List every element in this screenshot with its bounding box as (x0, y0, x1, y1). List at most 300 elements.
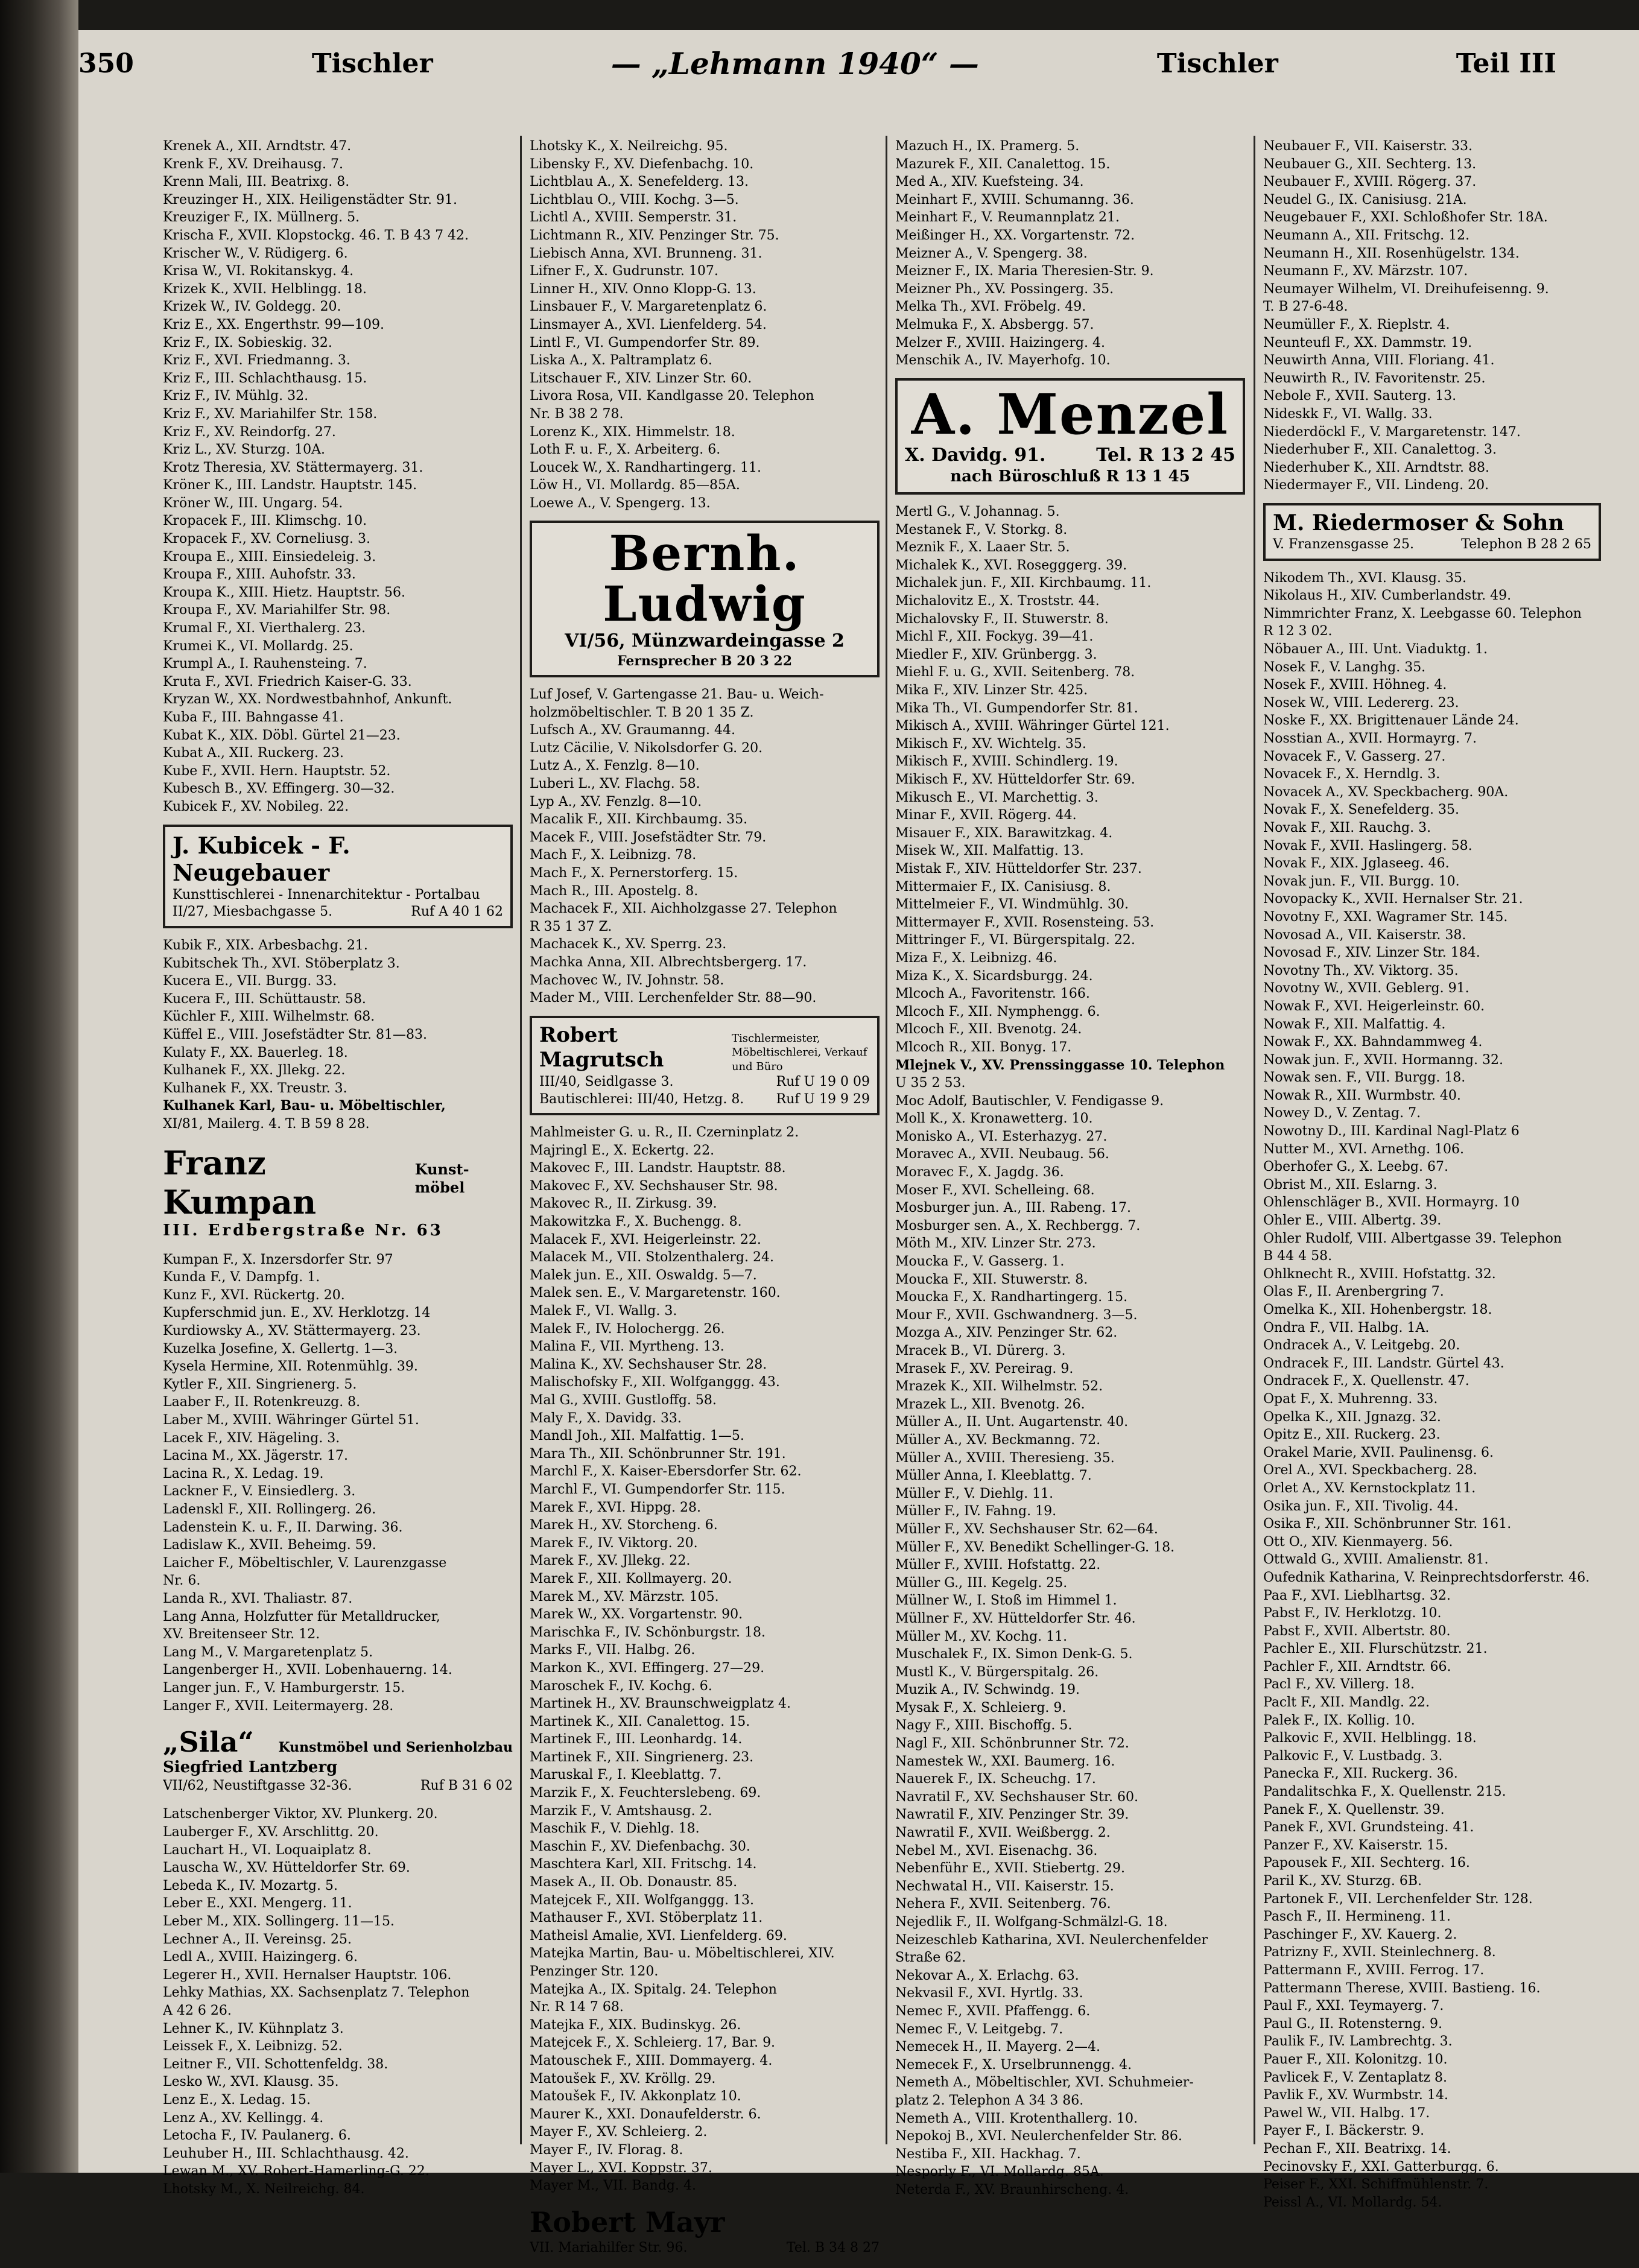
listing-entry: Neumayer Wilhelm, VI. Dreihufeisenng. 9. (1263, 281, 1549, 297)
listing-entry: Lorenz K., XIX. Himmelstr. 18. (530, 424, 735, 440)
listing-entry: Nr. R 14 7 68. (530, 2000, 624, 2015)
listing-entry: Lichtblau O., VIII. Kochg. 3—5. (530, 192, 739, 207)
listing-entry: Matejcek F., X. Schleierg. 17, Bar. 9. (530, 2035, 776, 2051)
directory-title: — „Lehmann 1940“ — (610, 45, 979, 81)
listing-entry: B 44 4 58. (1263, 1249, 1333, 1264)
listing-entry: Mikisch F., XV. Hütteldorfer Str. 69. (895, 772, 1135, 788)
listing-entry: Novosad F., XIV. Linzer Str. 184. (1263, 945, 1480, 961)
listing-entry: Küchler F., XIII. Wilhelmstr. 68. (163, 1009, 375, 1025)
listing-entry: Nowak F., XII. Malfattig. 4. (1263, 1016, 1446, 1032)
listing-entry: Mittelmeier F., VI. Windmühlg. 30. (895, 897, 1129, 913)
listing-entry: Maruskal F., I. Kleeblattg. 7. (530, 1767, 722, 1783)
listing-entry: Ohler Rudolf, VIII. Albertgasse 39. Telephon (1263, 1231, 1562, 1246)
listing-entry: Kucera F., III. Schüttaustr. 58. (163, 991, 366, 1007)
listing-entry: Nr. B 38 2 78. (530, 406, 624, 422)
listing-entry: Kumpan F., X. Inzersdorfer Str. 97 (163, 1252, 393, 1267)
page-number: 350 (78, 48, 134, 79)
listing-entry: Krumpl A., I. Rauhensteing. 7. (163, 656, 367, 672)
listing-entry: Michalek jun. F., XII. Kirchbaumg. 11. (895, 575, 1152, 591)
listing-entry: Michl F., XII. Fockyg. 39—41. (895, 629, 1094, 645)
listing-entry: Melzer F., XVIII. Haizingerg. 4. (895, 335, 1105, 350)
listing-entry: Meißinger H., XX. Vorgartenstr. 72. (895, 227, 1135, 243)
listing-entry: Mikusch E., VI. Marchettig. 3. (895, 790, 1098, 805)
listing-entry: Ondracek A., V. Leitgebg. 20. (1263, 1338, 1460, 1354)
listing-entry: Linner H., XIV. Onno Klopp-G. 13. (530, 281, 756, 297)
listing-entry: Lewan M., XV. Robert-Hamerling-G. 22. (163, 2164, 430, 2179)
listing-entry: Paa F., XVI. Lieblhartsg. 32. (1263, 1588, 1451, 1603)
listing-entry: Livora Rosa, VII. Kandlgasse 20. Telephon (530, 388, 814, 404)
listing-entry: Nowotny D., III. Kardinal Nagl-Platz 6 (1263, 1124, 1520, 1139)
listing-entry: Langer F., XVII. Leitermayerg. 28. (163, 1698, 394, 1714)
listing-entry: Loewe A., V. Spengerg. 13. (530, 495, 711, 511)
listing-entry: Luberi L., XV. Flachg. 58. (530, 776, 700, 792)
listing-entry: Lebeda K., IV. Mozartg. 5. (163, 1878, 338, 1893)
listing-entry: Pecinovsky F., XXI. Gatterburgg. 6. (1263, 2159, 1499, 2175)
listing-entry: Obrist M., XII. Eslarng. 3. (1263, 1177, 1438, 1193)
listing-entry: Mlcoch F., XII. Bvenotg. 24. (895, 1022, 1082, 1037)
listing-entry: Nawratil F., XIV. Penzinger Str. 39. (895, 1807, 1129, 1823)
listing-entry: Kubat A., XII. Ruckerg. 23. (163, 746, 344, 761)
listing-entry: Pabst F., IV. Herklotzg. 10. (1263, 1606, 1442, 1621)
listing-group (1263, 138, 1601, 495)
ad-address: II/27, Miesbachgasse 5. (173, 904, 333, 920)
listing-entry: Panek F., X. Quellenstr. 39. (1263, 1802, 1445, 1817)
listing-entry: Müller F., XV. Benedikt Schellinger-G. 18. (895, 1539, 1175, 1555)
listing-entry: Marks F., VII. Halbg. 26. (530, 1642, 696, 1658)
listing-entry: Pattermann F., XVIII. Ferrog. 17. (1263, 1962, 1485, 1978)
listing-entry: Payer F., I. Bäckerstr. 9. (1263, 2123, 1425, 2139)
listing-entry: Müller M., XV. Kochg. 11. (895, 1629, 1068, 1644)
listing-entry: Makovec F., XV. Sechshauser Str. 98. (530, 1178, 778, 1194)
listing-entry: Lenz E., X. Ledag. 15. (163, 2092, 311, 2108)
listing-entry: Ladislaw K., XVII. Beheimg. 59. (163, 1538, 376, 1553)
listing-entry: Paulik F., IV. Lambrechtg. 3. (1263, 2034, 1453, 2050)
listing-entry: Meizner F., IX. Maria Theresien-Str. 9. (895, 264, 1154, 279)
listing-entry: Lichtl A., XVIII. Semperstr. 31. (530, 210, 737, 226)
listing-entry: Krizek K., XVII. Helblingg. 18. (163, 281, 367, 297)
listing-entry: Mika F., XIV. Linzer Str. 425. (895, 683, 1088, 698)
listing-entry: Kriz F., IV. Mühlg. 32. (163, 388, 309, 404)
listing-entry: Navratil F., XV. Sechshauser Str. 60. (895, 1789, 1138, 1805)
listing-entry: Ohler E., VIII. Albertg. 39. (1263, 1213, 1442, 1229)
listing-entry: Lutz A., X. Fenzlg. 8—10. (530, 758, 700, 774)
listing-entry: Malek F., VI. Wallg. 3. (530, 1303, 677, 1319)
listing-entry: Mustl K., V. Bürgerspitalg. 26. (895, 1664, 1099, 1680)
listing-entry: Moucka F., X. Randhartingerg. 15. (895, 1290, 1128, 1305)
listing-entry: Nosek F., XVIII. Höhneg. 4. (1263, 677, 1447, 693)
listing-entry: Neubauer F., XVIII. Rögerg. 37. (1263, 174, 1477, 190)
listing-entry: Muzik A., IV. Schwindg. 19. (895, 1682, 1080, 1698)
listing-entry: Nekvasil F., XVI. Hyrtlg. 33. (895, 1986, 1083, 2001)
listing-entry: Kulaty F., XX. Bauerleg. 18. (163, 1045, 348, 1060)
listing-entry: Mestanek F., V. Storkg. 8. (895, 522, 1068, 537)
listing-entry: Mertl G., V. Johannag. 5. (895, 504, 1060, 520)
ad-address: III/40, Seidlgasse 3. (539, 1074, 674, 1089)
listing-entry: Müller G., III. Kegelg. 25. (895, 1575, 1068, 1591)
ad-phone: Tel. B 34 8 27 (786, 2240, 880, 2255)
listing-entry: Linsbauer F., V. Margaretenplatz 6. (530, 299, 767, 315)
listing-group (530, 138, 880, 512)
listing-entry: Lenz A., XV. Kellingg. 4. (163, 2110, 324, 2126)
listing-entry: Mlcoch F., XII. Nymphengg. 6. (895, 1004, 1100, 1019)
listing-entry: T. B 27-6-48. (1263, 299, 1348, 315)
listing-entry: Lutz Cäcilie, V. Nikolsdorfer G. 20. (530, 740, 763, 756)
listing-entry: Osika F., XII. Schönbrunner Str. 161. (1263, 1516, 1512, 1532)
listing-entry: Lacek F., XIV. Hägeling. 3. (163, 1430, 340, 1446)
right-heading: Tischler (1156, 48, 1278, 79)
listing-entry: Pattermann Therese, XVIII. Bastieng. 16. (1263, 1980, 1541, 1996)
listing-entry: Kuba F., III. Bahngasse 41. (163, 710, 344, 725)
listing-entry: Langer jun. F., V. Hamburgerstr. 15. (163, 1680, 405, 1696)
listing-entry: Lichtmann R., XIV. Penzinger Str. 75. (530, 227, 779, 243)
listing-entry: Novopacky K., XVII. Hernalser Str. 21. (1263, 892, 1523, 907)
listing-entry: Nowak sen. F., VII. Burgg. 18. (1263, 1070, 1466, 1086)
book-spine (0, 0, 78, 2173)
listing-entry: Michalek K., XVI. Rosegggerg. 39. (895, 557, 1127, 573)
listing-entry: Maroschek F., IV. Kochg. 6. (530, 1678, 712, 1694)
listing-entry: Müllner W., I. Stoß im Himmel 1. (895, 1593, 1117, 1609)
listing-entry: Laber M., XVIII. Währinger Gürtel 51. (163, 1413, 419, 1428)
listing-entry: Ladenstein K. u. F., II. Darwing. 36. (163, 1519, 403, 1535)
listing-entry: Neubauer G., XII. Sechterg. 13. (1263, 156, 1477, 172)
listing-entry: Latschenberger Viktor, XV. Plunkerg. 20. (163, 1807, 438, 1822)
listing-entry: Paul F., XXI. Teymayerg. 7. (1263, 1998, 1444, 2014)
listing-entry: Makowitzka F., X. Buchengg. 8. (530, 1214, 742, 1230)
ad-phone: Ruf A 40 1 62 (411, 904, 503, 920)
listing-entry: Mosburger jun. A., III. Rabeng. 17. (895, 1200, 1132, 1216)
listing-entry: Nemecek H., II. Mayerg. 2—4. (895, 2039, 1101, 2055)
listing-entry: Mrasek F., XV. Pereirag. 9. (895, 1361, 1074, 1376)
listing-entry: Mittringer F., VI. Bürgerspitalg. 22. (895, 933, 1135, 948)
listing-entry: Langenberger H., XVII. Lobenhauerng. 14. (163, 1662, 452, 1678)
listing-entry: Penzinger Str. 120. (530, 1964, 659, 1980)
listing-entry: Michalovsky F., II. Stuwerstr. 8. (895, 611, 1109, 627)
listing-entry: Noske F., XX. Brigittenauer Lände 24. (1263, 713, 1519, 729)
listing-entry: Nosstian A., XVII. Hormayrg. 7. (1263, 731, 1477, 746)
listing-entry: Pasch F., II. Hermineng. 11. (1263, 1909, 1451, 1925)
listing-entry: Küffel E., VIII. Josefstädter Str. 81—83. (163, 1027, 427, 1042)
ad-phone-after-hours: nach Büroschluß R 13 1 45 (950, 467, 1190, 486)
listing-entry: Laicher F., Möbeltischler, V. Laurenzgasse (163, 1555, 447, 1571)
listing-entry: Novak F., XVII. Haslingerg. 58. (1263, 838, 1473, 854)
ad-name: J. Kubicek - F. Neugebauer (173, 831, 350, 887)
listing-entry: Maly F., X. Davidg. 33. (530, 1410, 682, 1426)
listing-entry: Miehl F. u. G., XVII. Seitenberg. 78. (895, 665, 1135, 680)
ad-name: Bernh. Ludwig (603, 525, 807, 633)
listing-entry: Niederhuber F., XII. Canalettog. 3. (1263, 442, 1497, 458)
listing-entry: Paril K., XV. Sturzg. 6B. (1263, 1874, 1422, 1889)
listing-entry: Novacek F., V. Gasserg. 27. (1263, 749, 1446, 764)
listing-entry: Opitz E., XII. Ruckerg. 23. (1263, 1427, 1441, 1443)
listing-entry: Olas F., II. Arenbergring 7. (1263, 1284, 1444, 1300)
listing-entry: Lesko W., XVI. Klausg. 35. (163, 2074, 339, 2090)
listing-entry: Neumüller F., X. Rieplstr. 4. (1263, 317, 1450, 332)
listing-entry: Lhotsky K., X. Neilreichg. 95. (530, 139, 728, 154)
section-label: Teil III (1456, 48, 1556, 79)
listing-entry: Mach R., III. Apostelg. 8. (530, 883, 699, 899)
listing-entry: Mosburger sen. A., X. Rechbergg. 7. (895, 1218, 1141, 1234)
listing-entry: Moravec A., XVII. Neubaug. 56. (895, 1147, 1109, 1162)
listing-entry: Lintl F., VI. Gumpendorfer Str. 89. (530, 335, 760, 350)
listing-entry: Nepokoj B., XVI. Neulerchenfelder Str. 86. (895, 2129, 1182, 2144)
listing-entry: Nosek F., V. Langhg. 35. (1263, 659, 1426, 675)
listing-entry: Kunz F., XVI. Rückertg. 20. (163, 1287, 345, 1303)
listing-entry: Neumann A., XII. Fritschg. 12. (1263, 227, 1470, 243)
listing-entry: Nawratil F., XVII. Weißbergg. 2. (895, 1825, 1111, 1841)
listing-entry: Nimmrichter Franz, X. Leebgasse 60. Telephon (1263, 606, 1582, 621)
listing-entry: Macalik F., XII. Kirchbaumg. 35. (530, 812, 748, 828)
listing-entry: Lauscha W., XV. Hütteldorfer Str. 69. (163, 1860, 410, 1876)
listing-group (163, 138, 513, 816)
listing-entry: Novotny Th., XV. Viktorg. 35. (1263, 963, 1459, 978)
ad-contact (173, 904, 503, 921)
listing-entry: Straße 62. (895, 1950, 966, 1966)
listing-entry: Ottwald G., XVIII. Amalienstr. 81. (1263, 1552, 1489, 1568)
listing-entry: Nemec F., XVII. Pfaffengg. 6. (895, 2003, 1091, 2019)
listing-entry: Matoušek F., IV. Akkonplatz 10. (530, 2089, 741, 2105)
ad-name: „Sila“ (163, 1726, 254, 1759)
ad-tag: Kunst-möbel (414, 1161, 469, 1197)
ad-address: III. Erdbergstraße Nr. 63 (163, 1221, 443, 1240)
listing-entry: Krischa F., XVII. Klopstockg. 46. T. B 43 7 42. (163, 227, 469, 243)
listing-entry: Kurdiowsky A., XV. Stättermayerg. 23. (163, 1323, 421, 1339)
listing-entry: Mikisch A., XVIII. Währinger Gürtel 121. (895, 718, 1170, 734)
listing-entry: Kroupa F., XV. Mariahilfer Str. 98. (163, 603, 391, 618)
listing-entry: Nideskk F., VI. Wallg. 33. (1263, 406, 1433, 422)
column-1 (163, 138, 513, 2199)
listing-entry: Kroupa F., XIII. Auhofstr. 33. (163, 567, 356, 583)
listing-entry: Nebenführ E., XVII. Stiebertg. 29. (895, 1861, 1125, 1877)
listing-mlejnek: Mlejnek V., XV. Prenssinggasse 10. Telephon (895, 1057, 1225, 1073)
listing-group (895, 1092, 1245, 2199)
listing-entry: Loth F. u. F., X. Arbeiterg. 6. (530, 442, 721, 458)
listing-entry: Krischer W., V. Rüdigerg. 6. (163, 245, 348, 261)
listing-entry: Nowak F., XVI. Heigerleinstr. 60. (1263, 998, 1485, 1014)
listing-entry: Mal G., XVIII. Gustloffg. 58. (530, 1393, 717, 1408)
listing-entry: Maschik F., V. Diehlg. 18. (530, 1821, 700, 1837)
listing-entry: Pechan F., XII. Beatrixg. 14. (1263, 2141, 1451, 2156)
ad-name: Robert Magrutsch (539, 1022, 664, 1072)
listing-entry: Panzer F., XV. Kaiserstr. 15. (1263, 1837, 1448, 1853)
listing-entry: Krisa W., VI. Rokitanskyg. 4. (163, 264, 354, 279)
listing-entry: Maschin F., XV. Diefenbachg. 30. (530, 1839, 750, 1854)
listing-entry: Kube F., XVII. Hern. Hauptstr. 52. (163, 763, 391, 779)
listing-entry: Marek W., XX. Vorgartenstr. 90. (530, 1607, 743, 1623)
listing-entry: Möth M., XIV. Linzer Str. 273. (895, 1236, 1096, 1252)
listing-entry: Nikodem Th., XVI. Klausg. 35. (1263, 570, 1466, 586)
listing-entry: Kubik F., XIX. Arbesbachg. 21. (163, 937, 368, 953)
listing-entry: Kubitschek Th., XVI. Stöberplatz 3. (163, 955, 400, 971)
listing-entry: Malischofsky F., XII. Wolfganggg. 43. (530, 1375, 780, 1390)
listing-entry: Machovec W., IV. Johnstr. 58. (530, 972, 724, 988)
listing-entry: Nowey D., V. Zentag. 7. (1263, 1106, 1421, 1121)
listing-entry: Mahlmeister G. u. R., II. Czerninplatz 2. (530, 1125, 799, 1141)
listing-entry: Oufednik Katharina, V. Reinprechtsdorferstr. 46. (1263, 1570, 1590, 1585)
listing-entry: Menschik A., IV. Mayerhofg. 10. (895, 353, 1111, 369)
listing-entry: Mrazek L., XII. Bvenotg. 26. (895, 1396, 1085, 1412)
listing-entry: A 42 6 26. (163, 2003, 232, 2018)
listing-entry: Minar F., XVII. Rögerg. 44. (895, 808, 1077, 823)
listing-entry: Pachler E., XII. Flurschützstr. 21. (1263, 1641, 1488, 1657)
listing-entry: Kucera E., VII. Burgg. 33. (163, 974, 337, 989)
listing-entry: Malek sen. E., V. Margaretenstr. 160. (530, 1285, 781, 1301)
listing-entry: Neudel G., IX. Canisiusg. 21A. (1263, 192, 1467, 207)
listing-entry: Marzik F., V. Amtshausg. 2. (530, 1803, 712, 1819)
listing-entry: Kropacek F., XV. Corneliusg. 3. (163, 531, 370, 547)
listing-entry: Peiser F., XXI. Schiffmühlenstr. 7. (1263, 2177, 1489, 2193)
listing-entry: Leitner F., VII. Schottenfeldg. 38. (163, 2056, 388, 2072)
listing-entry: Nekovar A., X. Erlachg. 63. (895, 1968, 1079, 1983)
listing-entry: Matoušek F., XV. Kröllg. 29. (530, 2071, 716, 2086)
listing-group (163, 1251, 513, 1715)
listing-entry: Pavlik F., XV. Wurmbstr. 14. (1263, 2088, 1448, 2103)
listing-entry: Lehky Mathias, XX. Sachsenplatz 7. Telephon (163, 1985, 470, 2001)
listing-entry: Orel A., XVI. Speckbacherg. 28. (1263, 1463, 1477, 1478)
listing-entry: Krumal F., XI. Vierthalerg. 23. (163, 621, 366, 636)
listing-entry: Mazuch H., IX. Pramerg. 5. (895, 139, 1080, 154)
listing-entry: Marek F., XV. Jllekg. 22. (530, 1553, 691, 1569)
listing-entry: Nosek W., VIII. Ledererg. 23. (1263, 695, 1459, 711)
listing-entry: Ondra F., VII. Halbg. 1A. (1263, 1320, 1430, 1335)
listing-entry: Krenn Mali, III. Beatrixg. 8. (163, 174, 350, 190)
listing-entry: Novacek F., X. Herndlg. 3. (1263, 767, 1441, 782)
listing-entry: Melka Th., XVI. Fröbelg. 49. (895, 299, 1086, 315)
listing-entry: Kriz L., XV. Sturzg. 10A. (163, 442, 325, 458)
listing-entry: Lackner F., V. Einsiedlerg. 3. (163, 1484, 356, 1500)
listing-mlejnek-phone: U 35 2 53. (895, 1075, 966, 1091)
listing-entry: Moser F., XVI. Schelleing. 68. (895, 1182, 1095, 1198)
listing-entry: Kriz F., XV. Mariahilfer Str. 158. (163, 406, 378, 422)
listing-entry: Meinhart F., V. Reumannplatz 21. (895, 210, 1120, 226)
listing-entry: Löw H., VI. Mollardg. 85—85A. (530, 478, 740, 493)
listing-entry: Laaber F., II. Rotenkreuzg. 8. (163, 1395, 361, 1410)
listing-entry: Mour F., XVII. Gschwandnerg. 3—5. (895, 1307, 1138, 1323)
listing-entry: Partonek F., VII. Lerchenfelder Str. 128. (1263, 1891, 1533, 1907)
listing-entry: Michalovitz E., X. Troststr. 44. (895, 594, 1100, 609)
listing-entry: Lechner A., II. Vereinsg. 25. (163, 1931, 352, 1947)
ad-address: VII/62, Neustiftgasse 32-36. (163, 1778, 352, 1793)
listing-entry: Kysela Hermine, XII. Rotenmühlg. 39. (163, 1359, 418, 1375)
listing-entry: Nowak jun. F., XVII. Hormanng. 32. (1263, 1052, 1503, 1068)
listing-entry: Opat F., X. Muhrenng. 33. (1263, 1391, 1438, 1407)
listing-entry: Mandl Joh., XII. Malfattig. 1—5. (530, 1428, 744, 1444)
listing-entry: Kriz F., XVI. Friedmanng. 3. (163, 353, 350, 369)
ad-phone: Tel. R 13 2 45 (1096, 445, 1235, 466)
column-divider (520, 136, 522, 2144)
listing-entry: Martinek H., XV. Braunschweigplatz 4. (530, 1696, 791, 1712)
listing-entry: Malina F., VII. Myrtheng. 13. (530, 1339, 724, 1355)
listing-entry: Miza K., X. Sicardsburgg. 24. (895, 968, 1093, 984)
listing-entry: Kruta F., XVI. Friedrich Kaiser-G. 33. (163, 674, 412, 689)
listing-entry: Lifner F., X. Gudrunstr. 107. (530, 264, 718, 279)
listing-entry: Kroupa K., XIII. Hietz. Hauptstr. 56. (163, 584, 405, 600)
listing-entry: Kunda F., V. Dampfg. 1. (163, 1270, 320, 1285)
listing-kulhanek-address: XI/81, Mailerg. 4. T. B 59 8 28. (163, 1116, 370, 1132)
listing-entry: Misek W., XII. Malfattig. 13. (895, 843, 1084, 859)
listing-entry: Machacek K., XV. Sperrg. 23. (530, 937, 727, 952)
listing-entry: Ladenskl F., XII. Rollingerg. 26. (163, 1501, 376, 1517)
listing-entry: Kriz F., XV. Reindorfg. 27. (163, 424, 336, 440)
listing-entry: Ondracek F., X. Quellenstr. 47. (1263, 1373, 1469, 1389)
listing-entry: Moucka F., XII. Stuwerstr. 8. (895, 1272, 1088, 1287)
listing-entry: Monisko A., VI. Esterhazyg. 27. (895, 1129, 1108, 1144)
listing-entry: Neugebauer F., XXI. Schloßhofer Str. 18A. (1263, 210, 1548, 226)
listing-entry: Kriz F., III. Schlachthausg. 15. (163, 370, 367, 386)
listing-entry: Novak F., XII. Rauchg. 3. (1263, 820, 1431, 835)
listing-entry: Opelka K., XII. Jgnazg. 32. (1263, 1409, 1441, 1425)
listing-entry: Nr. 6. (163, 1573, 201, 1589)
ad-address: V. Franzensgasse 25. (1273, 537, 1414, 553)
ad-description: Kunsttischlerei - Innenarchitektur - Portalbau (173, 887, 480, 902)
listing-entry: Neubauer F., VII. Kaiserstr. 33. (1263, 139, 1473, 154)
ad-address-2: Bautischlerei: III/40, Hetzg. 8. (539, 1091, 744, 1107)
listing-group (530, 1124, 880, 2195)
listing-entry: Neuwirth R., IV. Favoritenstr. 25. (1263, 370, 1486, 386)
listing-entry: Litschauer F., XIV. Linzer Str. 60. (530, 370, 752, 386)
ad-a-menzel (895, 378, 1245, 495)
listing-entry: Leuhuber H., III. Schlachthausg. 42. (163, 2146, 409, 2161)
listing-entry: R 35 1 37 Z. (530, 919, 612, 934)
listing-entry: Nemeth A., Möbeltischler, XVI. Schuhmeier- (895, 2075, 1194, 2091)
listing-entry: Nemec F., V. Leitgebg. 7. (895, 2021, 1064, 2037)
listing-entry: Mracek B., VI. Dürerg. 3. (895, 1343, 1066, 1359)
listing-entry: Neumann H., XII. Rosenhügelstr. 134. (1263, 245, 1520, 261)
listing-entry: Mysak F., X. Schleierg. 9. (895, 1700, 1067, 1715)
listing-entry: Martinek K., XII. Canalettog. 15. (530, 1714, 750, 1729)
listing-entry: Novosad A., VII. Kaiserstr. 38. (1263, 927, 1466, 943)
listing-entry: Mlcoch R., XII. Bonyg. 17. (895, 1039, 1072, 1055)
listing-entry: Lichtblau A., X. Senefelderg. 13. (530, 174, 749, 190)
listing-entry: Misauer F., XIX. Barawitzkag. 4. (895, 825, 1113, 841)
listing-entry: Pavlicek F., V. Zentaplatz 8. (1263, 2070, 1448, 2085)
listing-entry: Marischka F., IV. Schönburgstr. 18. (530, 1624, 766, 1640)
column-2 (530, 138, 880, 2268)
listing-entry: Niederhuber K., XII. Arndtstr. 88. (1263, 460, 1490, 475)
listing-entry: Matejcek F., XII. Wolfganggg. 13. (530, 1892, 754, 1908)
listing-entry: Ohlknecht R., XVIII. Hofstattg. 32. (1263, 1266, 1496, 1282)
listing-entry: Peissl A., VI. Mollardg. 54. (1263, 2194, 1442, 2210)
listing-entry: Mlcoch A., Favoritenstr. 166. (895, 986, 1090, 1002)
listing-entry: Kuzelka Josefine, X. Gellertg. 1—3. (163, 1341, 398, 1357)
listing-entry: Kröner K., III. Landstr. Hauptstr. 145. (163, 478, 417, 493)
ad-phone: Ruf U 19 0 09 (776, 1074, 870, 1089)
listing-entry: Neizeschleb Katharina, XVI. Neulerchenfelder (895, 1932, 1208, 1948)
listing-entry: Palkovic F., XVII. Helblingg. 18. (1263, 1731, 1477, 1746)
listing-entry: Mach F., X. Pernerstorferg. 15. (530, 866, 738, 881)
listing-entry: Malek jun. E., XII. Oswaldg. 5—7. (530, 1267, 757, 1283)
ad-phone: Fernsprecher B 20 3 22 (617, 653, 793, 670)
listing-entry: Mach F., X. Leibnizg. 78. (530, 847, 697, 863)
listing-entry: Lhotsky M., X. Neilreichg. 84. (163, 2181, 365, 2197)
listing-entry: Pacl F., XV. Villerg. 18. (1263, 1677, 1415, 1693)
listing-entry: Malacek M., VII. Stolzenthalerg. 24. (530, 1250, 774, 1265)
listing-entry: Maurer K., XXI. Donaufelderstr. 6. (530, 2106, 761, 2122)
listing-group (895, 503, 1245, 1056)
listing-entry: Moravec F., X. Jagdg. 36. (895, 1165, 1064, 1180)
listing-entry: Kulhanek F., XX. Jllekg. 22. (163, 1063, 346, 1079)
listing-entry: Marek F., IV. Viktorg. 20. (530, 1535, 698, 1551)
listing-entry: Loucek W., X. Randhartingerg. 11. (530, 460, 762, 475)
listing-entry: Paclt F., XII. Mandlg. 22. (1263, 1695, 1430, 1711)
listing-entry: Lacina M., XX. Jägerstr. 17. (163, 1448, 348, 1464)
listing-entry: Makovec F., III. Landstr. Hauptstr. 88. (530, 1161, 786, 1176)
listing-entry: Niedermayer F., VII. Lindeng. 20. (1263, 478, 1489, 493)
listing-entry: Orlet A., XV. Kernstockplatz 11. (1263, 1480, 1476, 1496)
listing-entry: Palkovic F., V. Lustbadg. 3. (1263, 1748, 1443, 1764)
listing-entry: Krizek W., IV. Goldegg. 20. (163, 299, 341, 315)
listing-entry: Novacek A., XV. Speckbacherg. 90A. (1263, 784, 1509, 800)
ad-tag: Kunstmöbel und Serienholzbau (278, 1740, 513, 1756)
